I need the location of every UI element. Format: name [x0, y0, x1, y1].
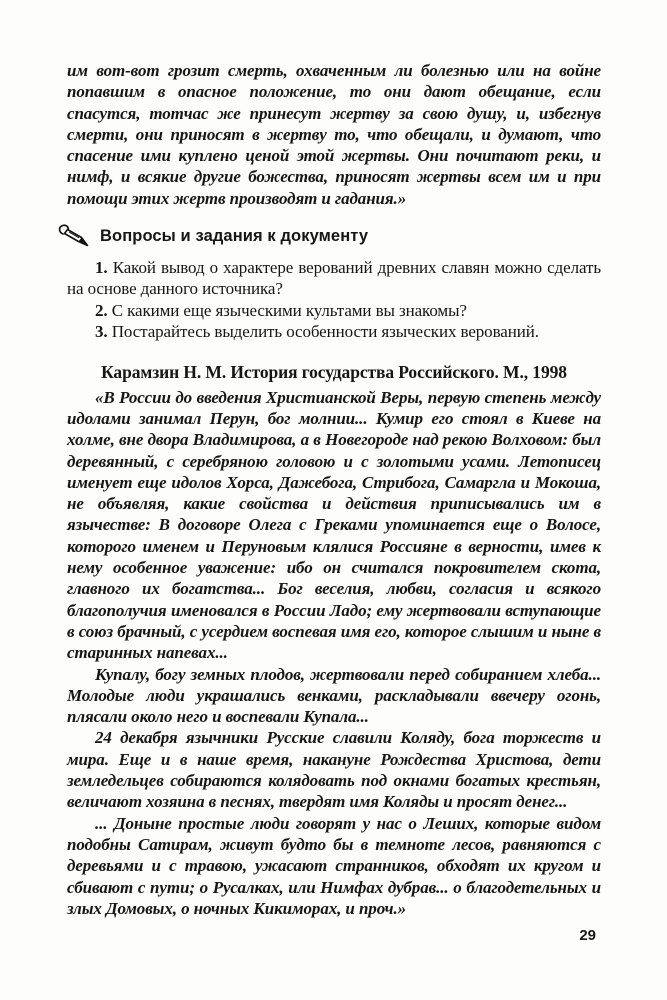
page-number: 29 — [579, 927, 596, 944]
document-excerpt — [67, 387, 601, 919]
questions-heading: Вопросы и задания к документу — [100, 226, 369, 245]
question-item-1 — [67, 257, 601, 300]
question-text: Постарайтесь выделить особенности языческих верований. — [111, 322, 539, 342]
question-number: 3. — [95, 322, 108, 342]
questions-header — [57, 223, 601, 249]
question-text: С какими еще языческими культами вы знакомы? — [111, 300, 467, 320]
question-item-2 — [67, 300, 601, 321]
top-quote-continuation-paragraph: им вот-вот грозит смерть, охваченным ли болезнью или на войне попавшим в опасное положение, то они дают обещание, если спасутся, тотчас же принесут жертву за свою душу, и, избегнув смерти, они приносят в жертву то, что обещали, и думают, что спасение ими куплено ценой этой жертвы. Они почитают реки, и нимф, и всякие другие божества, приносят жертвы всем им и при помощи этих жертв производят и гадания.» — [67, 61, 601, 208]
question-number: 2. — [95, 300, 108, 320]
questions-list — [67, 257, 601, 343]
excerpt-paragraph-2: Купалу, богу земных плодов, жертвовали перед собиранием хлеба... Молодые люди украшались венками, раскладывали ввечеру огонь, плясали около него и воспевали Купала... — [67, 664, 601, 727]
pen-icon — [57, 223, 91, 249]
question-text: Какой вывод о характере верований древних славян можно сделать на основе данного источника? — [67, 258, 601, 299]
question-number: 1. — [95, 258, 108, 278]
source-citation-heading: Карамзин Н. М. История государства Российского. М., 1998 — [101, 361, 567, 382]
excerpt-paragraph-4: ... Доныне простые люди говорят у нас о Леших, которые видом подобны Сатирам, живут будто бы в темноте лесов, равняются с деревьями и с травою, ужасают странников, обходят их кругом и сбивают с пути; о Русалках, или Нимфах дубрав... о благодетельных и злых Домовых, о ночных Кикиморах, и проч.» — [67, 813, 601, 918]
excerpt-paragraph-1: «В России до введения Христианской Веры, первую степень между идолами занимал Перун, бог молнии... Кумир его стоял в Киеве на холме, вне двора Владимирова, а в Новегороде над рекою Волховом: был деревянный, с серебряною головою и с золотыми усами. Летописец именует еще идолов Хорса, Дажебога, Стрибога, Самаргла и Мокоша, не объявляя, какие свойства и действия приписывались им в язычестве: В договоре Олега с Греками упоминается еще о Волосе, которого именем и Перуновым клялися Россияне в верности, имев к нему особенное уважение: ибо он считался покровителем скота, главного их богатства... Бог веселия, любви, согласия и всякого благополучия именовался в России Ладо; ему жертвовали вступающие в союз брачный, с усердием воспевая имя его, которое слышим и ныне в старинных напевах... — [67, 387, 601, 663]
question-item-3 — [67, 321, 601, 342]
excerpt-paragraph-3: 24 декабря язычники Русские славили Коляду, бога торжеств и мира. Еще и в наше время, накануне Рождества Христова, дети земледельцев собираются колядовать под окнами богатых крестьян, величают хозяина в песнях, твердят имя Коляды и просят денег... — [67, 728, 601, 812]
